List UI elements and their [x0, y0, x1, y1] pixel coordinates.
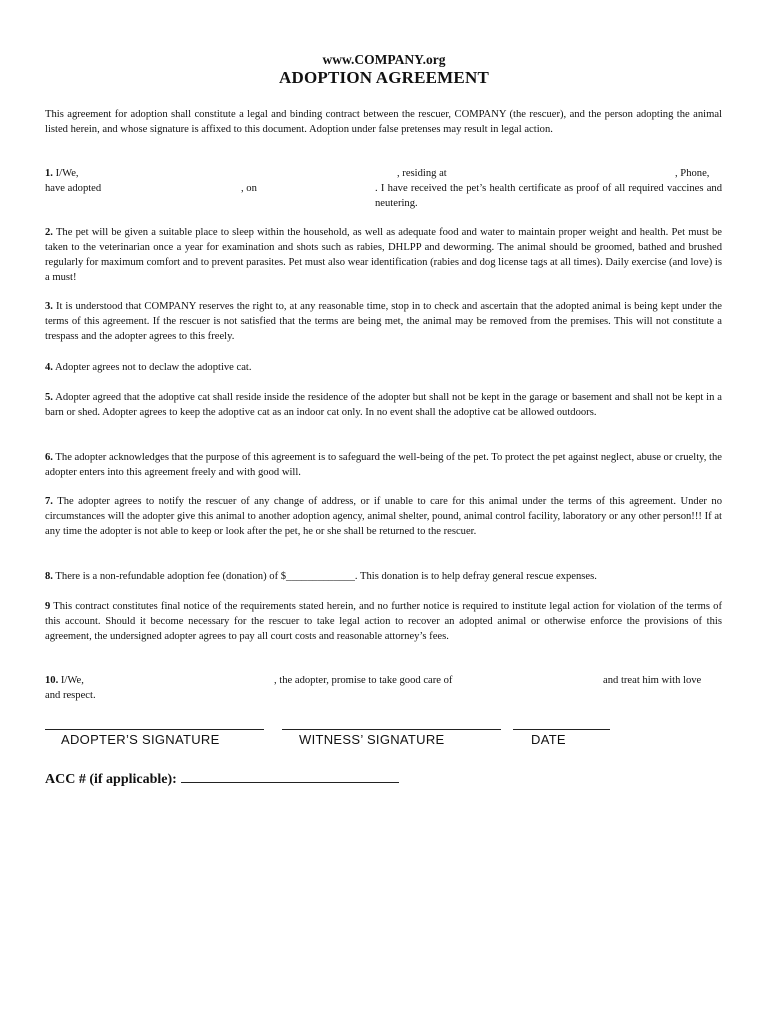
- clause-5-number: 5.: [45, 392, 53, 403]
- clause-9: [45, 599, 722, 644]
- acc-number-label: ACC # (if applicable):: [45, 772, 177, 787]
- clause-1-text-f: . I have received the pet’s health certificate as proof of all required vaccines and neutering.: [375, 183, 722, 209]
- clause-2-number: 2.: [45, 227, 53, 238]
- clause-8-text-b: This donation is to help defray general rescue expenses.: [360, 571, 597, 582]
- clause-1-text-b: , residing at: [397, 168, 447, 179]
- acc-number-line[interactable]: [181, 770, 399, 783]
- clause-10-text-d: and respect.: [45, 690, 96, 701]
- clause-5: [45, 390, 722, 420]
- clause-10-text-b: , the adopter, promise to take good care of: [274, 675, 453, 686]
- clause-10-text-c: and treat him with love: [603, 675, 702, 686]
- adopter-signature-label: ADOPTER’S SIGNATURE: [61, 732, 220, 747]
- document-title: ADOPTION AGREEMENT: [279, 68, 489, 87]
- clause-8-number: 8.: [45, 571, 53, 582]
- clause-1-text-c: , Phone,: [675, 168, 710, 179]
- clause-9-number: 9: [45, 601, 51, 612]
- clause-7-number: 7.: [45, 496, 53, 507]
- clause-7: [45, 494, 722, 539]
- clause-8: [45, 569, 722, 584]
- clause-9-text: This contract constitutes final notice of the requirements stated herein, and no further notice is required to institute legal action for violation of the terms of this account. Should it become necessary for the rescuer to take legal action to recover an adopted animal or otherwise enforce the provisions of this agreement, the undersigned adopter agrees to pay all court costs and reasonable attorney’s fees.: [45, 601, 722, 642]
- clause-3-text: It is understood that COMPANY reserves the right to, at any reasonable time, stop in to check and ascertain that the adopted animal is being kept under the terms of this agreement. If the rescuer is not satisfied that the terms are being met, the animal may be removed from the premises. This will not constitute a trespass and the adopter agrees to this freely.: [45, 301, 722, 342]
- clause-7-text: The adopter agrees to notify the rescuer of any change of address, or if unable to care for this animal under the terms of this agreement. Under no circumstances will the adopter give this animal to another adoption agency, animal shelter, pound, animal control facility, laboratory or any other person!!! If at any time the adopter is not able to keep or look after the pet, he or she shall be returned to the rescuer.: [45, 496, 722, 537]
- acc-number-row: [45, 770, 399, 788]
- clause-6: [45, 450, 722, 480]
- clause-2: [45, 225, 722, 285]
- clause-10-number: 10.: [45, 675, 59, 686]
- clause-6-text: The adopter acknowledges that the purpose of this agreement is to safeguard the well-being of the pet. To protect the pet against neglect, abuse or cruelty, the adopter enters into this agreement freely and with good will.: [45, 452, 722, 478]
- date-line[interactable]: [513, 729, 610, 730]
- witness-signature-label: WITNESS’ SIGNATURE: [299, 732, 445, 747]
- clause-3-number: 3.: [45, 301, 53, 312]
- company-website: www.COMPANY.org: [322, 52, 446, 67]
- clause-5-text: Adopter agreed that the adoptive cat shall reside inside the residence of the adopter but shall not be kept in the garage or basement and shall not be kept in a barn or shed. Adopter agrees to keep the adoptive cat as an indoor cat only. In no event shall the adoptive cat be allowed outdoors.: [45, 392, 722, 418]
- clause-4-text: Adopter agrees not to declaw the adoptive cat.: [55, 362, 252, 373]
- clause-10: [45, 673, 722, 703]
- clause-1-text-a: I/We,: [55, 168, 79, 179]
- clause-3: [45, 299, 722, 344]
- intro-paragraph: This agreement for adoption shall constitute a legal and binding contract between the rescuer, COMPANY (the rescuer), and the person adopting the animal listed herein, and whose signature is affixed to this document. Adoption under false pretenses may result in legal action.: [45, 109, 722, 135]
- clause-1: [45, 166, 722, 209]
- clause-10-text-a: I/We,: [60, 675, 84, 686]
- clause-4-number: 4.: [45, 362, 53, 373]
- clause-4: [45, 360, 722, 375]
- clause-1-text-d: have adopted: [45, 183, 102, 194]
- date-label: DATE: [531, 732, 566, 747]
- clause-2-text: The pet will be given a suitable place to sleep within the household, as well as adequate food and water to maintain proper weight and health. Pet must be taken to the veterinarian once a year for examination and shots such as rabies, DHLPP and deworming. The animal should be groomed, bathed and brushed regularly for maximum comfort and to prevent parasites. Pet must also wear identification (rabies and dog license tags at all times). Daily exercise (and love) is a must!: [45, 227, 722, 283]
- clause-8-text-a: There is a non-refundable adoption fee (donation) of $_____________.: [55, 571, 358, 582]
- witness-signature-line[interactable]: [282, 729, 501, 730]
- clause-6-number: 6.: [45, 452, 53, 463]
- adopter-signature-line[interactable]: [45, 729, 264, 730]
- clause-1-text-e: , on: [241, 183, 257, 194]
- clause-1-number: 1.: [45, 168, 53, 179]
